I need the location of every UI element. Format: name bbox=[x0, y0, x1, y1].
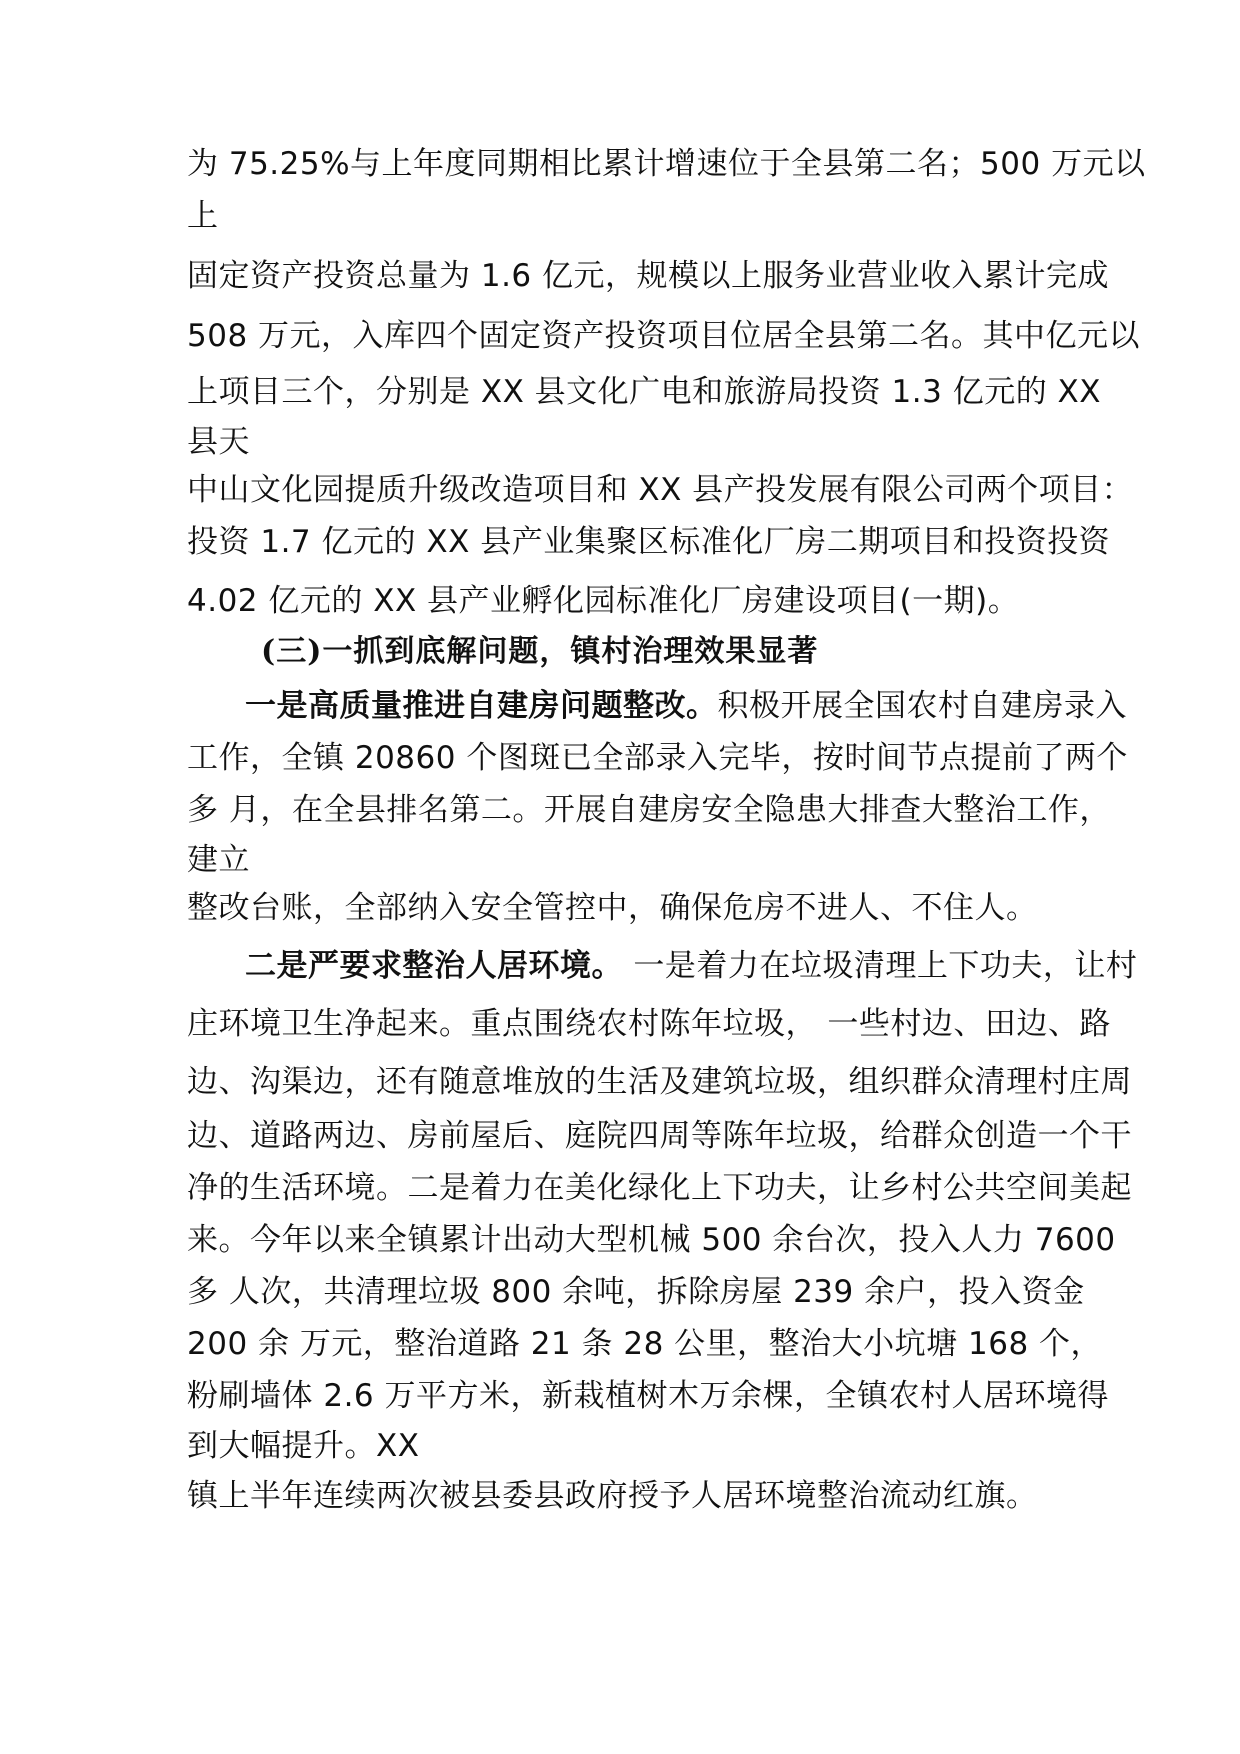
text-line: 县天 bbox=[187, 424, 250, 460]
text-line: 上项目三个，分别是 XX 县文化广电和旅游局投资 1.3 亿元的 XX bbox=[187, 374, 1102, 410]
text-line: 建立 bbox=[187, 842, 250, 878]
text-line: 镇上半年连续两次被县委县政府授予人居环境整治流动红旗。 bbox=[187, 1478, 1038, 1514]
text-line: 庄环境卫生净起来。重点围绕农村陈年垃圾， 一些村边、田边、路 bbox=[187, 1006, 1111, 1042]
paragraph-first-line bbox=[245, 946, 1137, 986]
text-line: 到大幅提升。XX bbox=[187, 1428, 420, 1464]
section-heading: (三)一抓到底解问题，镇村治理效果显著 bbox=[261, 634, 819, 669]
text-line: 工作，全镇 20860 个图斑已全部录入完毕，按时间节点提前了两个 bbox=[187, 740, 1128, 776]
text-line: 净的生活环境。二是着力在美化绿化上下功夫，让乡村公共空间美起 bbox=[187, 1170, 1132, 1206]
text-line: 4.02 亿元的 XX 县产业孵化园标准化厂房建设项目(一期)。 bbox=[187, 583, 1020, 619]
paragraph-lead: 一是高质量推进自建房问题整改。 bbox=[245, 688, 718, 724]
text-line: 上 bbox=[187, 198, 219, 234]
text-line: 固定资产投资总量为 1.6 亿元，规模以上服务业营业收入累计完成 bbox=[187, 258, 1110, 294]
text-line: 多 月，在全县排名第二。开展自建房安全隐患大排查大整治工作， bbox=[187, 792, 1111, 828]
text-line: 边、沟渠边，还有随意堆放的生活及建筑垃圾，组织群众清理村庄周 bbox=[187, 1064, 1132, 1100]
text-line: 投资 1.7 亿元的 XX 县产业集聚区标准化厂房二期项目和投资投资 bbox=[187, 524, 1111, 560]
text-line: 多 人次，共清理垃圾 800 余吨，拆除房屋 239 余户，投入资金 bbox=[187, 1274, 1085, 1310]
paragraph-lead: 二是严要求整治人居环境。 bbox=[245, 948, 623, 984]
text-line: 508 万元，入库四个固定资产投资项目位居全县第二名。其中亿元以 bbox=[187, 318, 1141, 354]
paragraph-text: 一是着力在垃圾清理上下功夫，让村 bbox=[623, 948, 1138, 984]
text-line: 200 余 万元，整治道路 21 条 28 公里，整治大小坑塘 168 个， bbox=[187, 1326, 1103, 1362]
paragraph-first-line bbox=[245, 686, 1127, 726]
text-line: 为 75.25%与上年度同期相比累计增速位于全县第二名；500 万元以 bbox=[187, 146, 1146, 182]
text-line: 边、道路两边、房前屋后、庭院四周等陈年垃圾，给群众创造一个干 bbox=[187, 1118, 1132, 1154]
text-line: 来。今年以来全镇累计出动大型机械 500 余台次，投入人力 7600 bbox=[187, 1222, 1116, 1258]
text-line: 中山文化园提质升级改造项目和 XX 县产投发展有限公司两个项目： bbox=[187, 472, 1134, 508]
text-line: 整改台账，全部纳入安全管控中，确保危房不进人、不住人。 bbox=[187, 890, 1038, 926]
paragraph-text: 积极开展全国农村自建房录入 bbox=[717, 688, 1127, 724]
text-line: 粉刷墙体 2.6 万平方米，新栽植树木万余棵，全镇农村人居环境得 bbox=[187, 1378, 1110, 1414]
